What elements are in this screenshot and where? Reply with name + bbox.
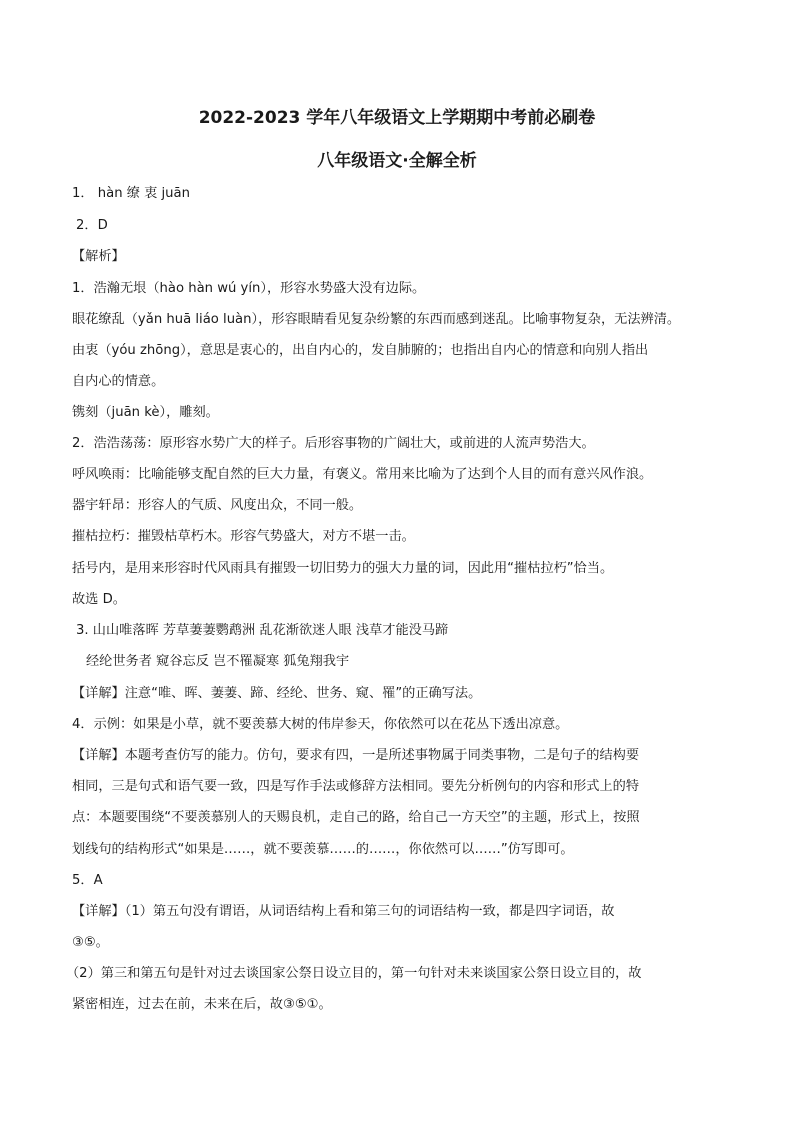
detail-line: 【详解】本题考查仿写的能力。仿句，要求有四，一是所述事物属于同类事物，二是句子的结构要 (72, 748, 640, 763)
analysis-line: 摧枯拉朽：摧毁枯草朽木。形容气势盛大，对方不堪一击。 (72, 529, 415, 544)
detail-line: ③⑤。 (72, 935, 109, 950)
analysis-line: 由衷（yóu zhōng），意思是衷心的，出自内心的，发自肺腑的；也指出自内心的情意和向别人指出 (72, 343, 649, 358)
detail-line: （2）第三和第五句是针对过去谈国家公祭日设立目的，第一句针对未来谈国家公祭日设立目的，故 (66, 966, 642, 981)
analysis-line: 镌刻（juān kè），雕刻。 (72, 405, 219, 420)
detail-line: 划线句的结构形式“如果是……，就不要羡慕……的……，你依然可以……”仿写即可。 (72, 842, 574, 857)
document-subtitle: 八年级语文·全解全析 (317, 151, 477, 171)
analysis-line: 2．浩浩荡荡：原形容水势广大的样子。后形容事物的广阔壮大，或前进的人流声势浩大。 (72, 436, 595, 451)
detail-line: 相同，三是句式和语气要一致，四是写作手法或修辞方法相同。要先分析例句的内容和形式上的特 (72, 779, 640, 794)
analysis-line: 呼风唤雨：比喻能够支配自然的巨大力量，有褒义。常用来比喻为了达到个人目的而有意兴风作浪。 (72, 467, 653, 482)
answer-2: 2．D (76, 218, 108, 233)
detail-line: 点：本题要围绕“不要羡慕别人的天赐良机，走自己的路，给自己一方天空”的主题，形式上，按照 (72, 810, 640, 825)
document-title: 2022-2023 学年八年级语文上学期期中考前必刷卷 (198, 108, 596, 128)
analysis-line: 眼花缭乱（yǎn huā liáo luàn），形容眼睛看见复杂纷繁的东西而感到迷乱。比喻事物复杂，无法辨清。 (72, 312, 681, 327)
detail-line: 【详解】注意“唯、晖、萋萋、蹄、经纶、世务、窥、罹”的正确写法。 (72, 686, 482, 701)
detail-line: 【详解】（1）第五句没有谓语，从词语结构上看和第三句的词语结构一致，都是四字词语，故 (72, 904, 615, 919)
answer-3-line: 经纶世务者 窥谷忘反 岂不罹凝寒 狐兔翔我宇 (86, 654, 350, 669)
analysis-line: 器宇轩昂：形容人的气质、风度出众，不同一般。 (72, 498, 363, 513)
detail-line: 紧密相连，过去在前，未来在后，故③⑤①。 (72, 997, 332, 1012)
answer-3-line: 3. 山山唯落晖 芳草萋萋鹦鹉洲 乱花渐欲迷人眼 浅草才能没马蹄 (76, 623, 449, 638)
analysis-heading: 【解析】 (72, 249, 125, 264)
analysis-line: 故选 D。 (72, 592, 126, 607)
answer-4: 4．示例：如果是小草，就不要羡慕大树的伟岸参天，你依然可以在花丛下透出凉意。 (72, 717, 569, 732)
answer-1-pinyin: 1． hàn 缭 衷 juān (72, 186, 190, 201)
analysis-line: 1．浩瀚无垠（hào hàn wú yín），形容水势盛大没有边际。 (72, 281, 426, 296)
answer-5: 5．A (72, 873, 103, 888)
analysis-line: 自内心的情意。 (72, 374, 165, 389)
analysis-line: 括号内，是用来形容时代风雨具有摧毁一切旧势力的强大力量的词，因此用“摧枯拉朽”恰当。 (72, 561, 614, 576)
